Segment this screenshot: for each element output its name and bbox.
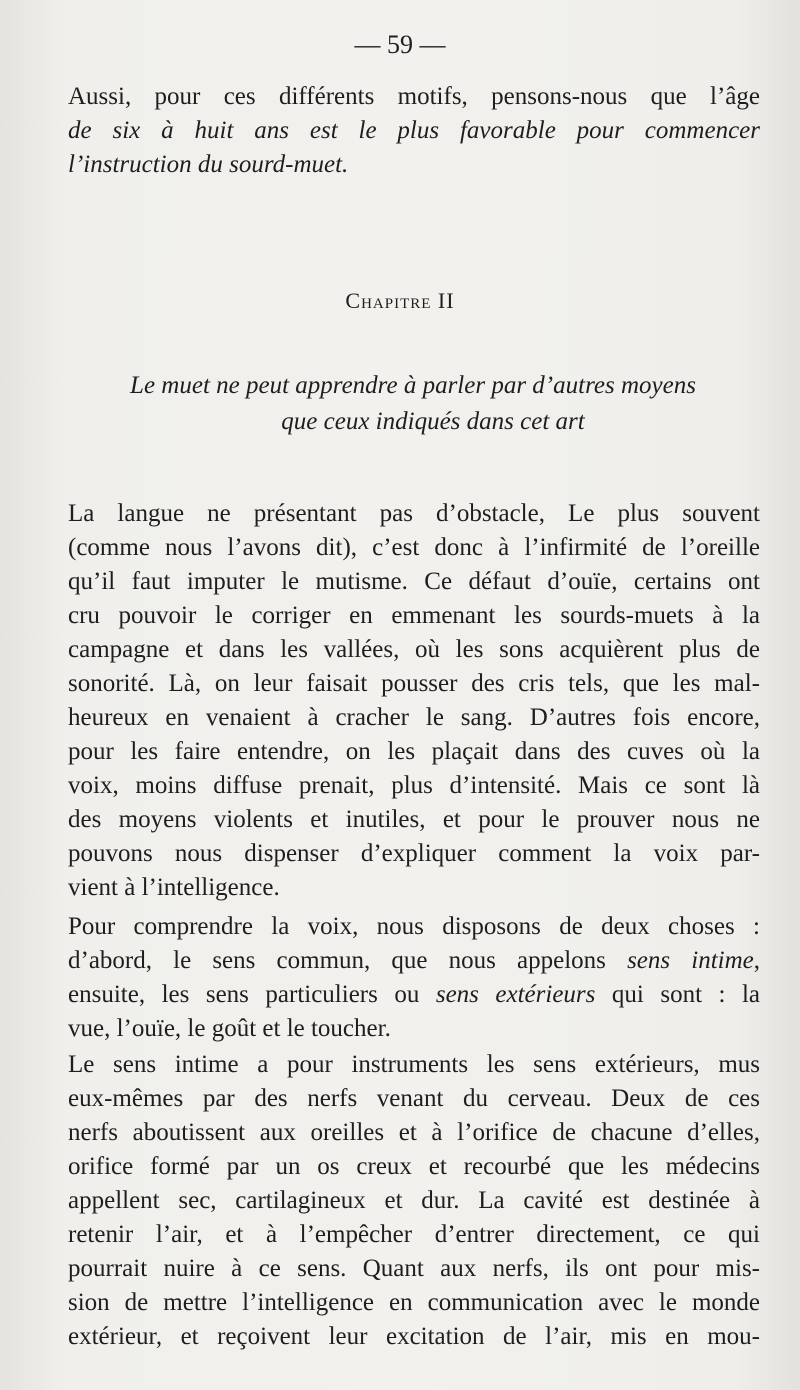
paragraph-line: voix, moins diffuse prenait, plus d’intensité. Mais ce sont là bbox=[68, 772, 760, 799]
paragraph-line: appellent sec, cartilagineux et dur. La cavité est destinée à bbox=[68, 1187, 760, 1214]
intro-line: l’instruction du sourd-muet. bbox=[68, 151, 349, 178]
intro-line: Aussi, pour ces différents motifs, pensons-nous que l’âge bbox=[68, 83, 760, 110]
paragraph-line: nerfs aboutissent aux oreilles et à l’orifice de chacune d’elles, bbox=[68, 1119, 760, 1146]
paragraph-line: cru pouvoir le corriger en emmenant les sourds-muets à la bbox=[68, 602, 760, 629]
chapter-title bbox=[68, 368, 758, 440]
body-paragraph-3 bbox=[68, 1048, 760, 1354]
paragraph-line: eux-mêmes par des nerfs venant du cerveau. Deux de ces bbox=[68, 1085, 760, 1112]
paragraph-line: pouvons nous dispenser d’expliquer comment la voix par- bbox=[68, 840, 760, 867]
paragraph-line: vue, l’ouïe, le goût et le toucher. bbox=[68, 1015, 391, 1042]
paragraph-line bbox=[68, 978, 760, 1012]
text-run: , bbox=[753, 947, 761, 974]
paragraph-line: pourrait nuire à ce sens. Quant aux nerfs, ils ont pour mis- bbox=[68, 1255, 760, 1282]
paragraph-line: campagne et dans les vallées, où les sons acquièrent plus de bbox=[68, 636, 760, 663]
chapter-title-line: que ceux indiqués dans cet art bbox=[281, 408, 585, 435]
text-run: ensuite, les sens particuliers ou bbox=[68, 981, 436, 1008]
chapter-title-line: Le muet ne peut apprendre à parler par d’autres moyens bbox=[130, 372, 696, 399]
body-paragraph-1 bbox=[68, 497, 760, 905]
paragraph-line: Pour comprendre la voix, nous disposons de deux choses : bbox=[68, 913, 760, 940]
italic-term: sens intime bbox=[627, 947, 754, 974]
italic-term: sens extérieurs bbox=[435, 981, 596, 1008]
paragraph-line: Le sens intime a pour instruments les sens extérieurs, mus bbox=[68, 1051, 760, 1078]
paragraph-line: retenir l’air, et à l’empêcher d’entrer directement, ce qui bbox=[68, 1221, 760, 1248]
text-run: d’abord, le sens commun, que nous appelons bbox=[68, 947, 628, 974]
intro-paragraph bbox=[68, 80, 760, 182]
paragraph-line: extérieur, et reçoivent leur excitation de l’air, mis en mou- bbox=[68, 1323, 760, 1350]
paragraph-line: heureux en venaient à cracher le sang. D’autres fois encore, bbox=[68, 704, 760, 731]
body-paragraph-2 bbox=[68, 910, 760, 1046]
paragraph-line bbox=[68, 944, 760, 978]
paragraph-line: sonorité. Là, on leur faisait pousser des cris tels, que les mal- bbox=[68, 670, 760, 697]
paragraph-line: des moyens violents et inutiles, et pour le prouver nous ne bbox=[68, 806, 760, 833]
paragraph-line: pour les faire entendre, on les plaçait dans des cuves où la bbox=[68, 738, 760, 765]
paragraph-line: qu’il faut imputer le mutisme. Ce défaut d’ouïe, certains ont bbox=[68, 568, 760, 595]
paragraph-line: sion de mettre l’intelligence en communication avec le monde bbox=[68, 1289, 760, 1316]
paragraph-line: (comme nous l’avons dit), c’est donc à l’infirmité de l’oreille bbox=[68, 534, 760, 561]
page-number: — 59 — bbox=[354, 30, 446, 59]
paragraph-line: vient à l’intelligence. bbox=[68, 874, 280, 901]
chapter-heading: Chapitre II bbox=[345, 288, 455, 313]
text-run: qui sont : la bbox=[595, 981, 761, 1008]
intro-line: de six à huit ans est le plus favorable pour commencer bbox=[68, 117, 760, 144]
paragraph-line: orifice formé par un os creux et recourbé que les médecins bbox=[68, 1153, 760, 1180]
paragraph-line: La langue ne présentant pas d’obstacle, Le plus souvent bbox=[68, 500, 760, 527]
